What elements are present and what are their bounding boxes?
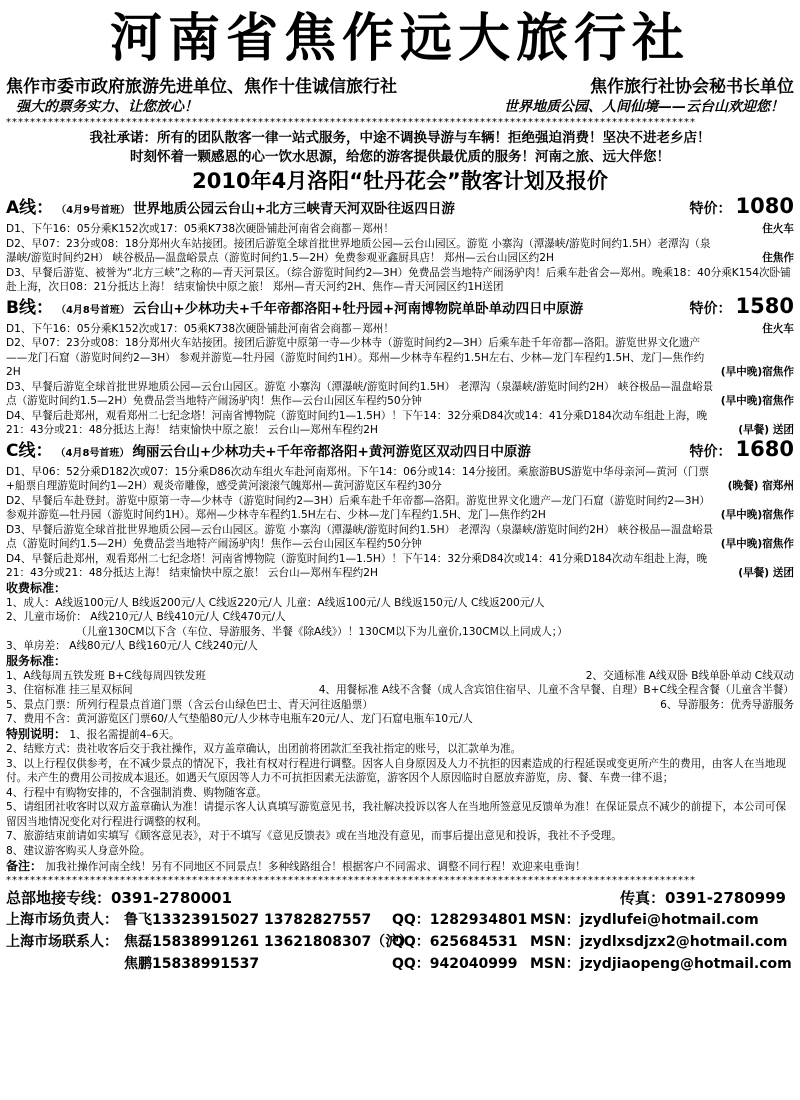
contact-row-1 — [6, 909, 794, 931]
day-tag: 住焦作 — [762, 252, 794, 264]
route-c-date: （4月8号首班） — [55, 447, 130, 459]
day-text: D3、早餐后游览全球首批世界地质公园—云台山园区。游览 小寨沟（潭瀑峡/游览时间约1.5H） 老潭沟（泉瀑峡/游览时间约2H） 峡谷极品—温盘峪景点（游览时间约1.5—2H）免费品尝当地特产闹汤驴肉！焦作—云台山园区车程约50分钟 — [6, 523, 714, 550]
route-c-day-1 — [6, 465, 794, 494]
fees-heading: 收费标准： — [6, 580, 67, 595]
day-tag: (早中晚)宿焦作 — [720, 395, 794, 407]
notes-item-5: 5、请组团社收客时以双方盖章确认为准！请提示客人认真填写游览意见书，我社解决投诉以客人在当地所签意见反馈单为准！在保证景点不减少的前提下，本公司可保留因当地情况变化对行程进行调整的权利。 — [6, 801, 787, 828]
contact-row-3 — [6, 953, 794, 975]
contact-people: 鲁飞13323915027 13782827557 — [124, 912, 372, 928]
slogan-line — [6, 98, 794, 117]
notes-item-4: 4、行程中有购物安排的，不含强制消费、购物随客意。 — [6, 786, 267, 799]
contact-msn: MSN：jzydlxsdjzx2@hotmail.com — [530, 934, 788, 950]
hotline — [6, 887, 232, 909]
route-a-price: 1080 — [735, 194, 794, 218]
plan-title: 2010年4月洛阳“牡丹花会”散客计划及报价 — [192, 169, 608, 193]
day-tag: (早中晚)宿焦作 — [720, 366, 794, 378]
day-text: D4、早餐后赴郑州，观看郑州二七纪念塔！河南省博物院（游览时间约1—1.5H）！下午14：32分乘D84次或14：41分乘D184次动车组赴上海，晚21：43分或21：48分抵达上海！ 结束愉快中原之旅！ 云台山—郑州车程约2H — [6, 409, 708, 436]
contact-msn: MSN：jzydjiaopeng@hotmail.com — [530, 956, 792, 972]
service-item-7: 7、费用不含：黄河游览区门票60/人气垫船80元/人少林寺电瓶车20元/人、龙门石窟电瓶车10元/人 — [6, 713, 473, 725]
notes-line-1 — [6, 727, 794, 743]
fax-label: 传真： — [619, 889, 665, 907]
route-b-day-3 — [6, 380, 794, 409]
slogan-left: 强大的票务实力、让您放心！ — [16, 99, 198, 115]
day-tag: (早餐) 送团 — [738, 424, 794, 436]
route-b-header — [6, 295, 794, 322]
service-item-4: 4、用餐标准 A线不含餐（成人含宾馆住宿早、儿童不含早餐、自理）B+C线全程含餐（儿童含半餐） — [318, 684, 794, 696]
fees-item-1: 1、成人：A线返100元/人 B线返200元/人 C线返220元/人 儿童：A线返100元/人 B线返150元/人 C线返200元/人 — [6, 596, 545, 609]
notes-heading: 特别说明： — [6, 726, 67, 741]
star-divider-bottom: ******************************************************************************************************************* — [6, 875, 696, 886]
notes-item-2: 2、结账方式：贵社收客后交于我社操作，双方盖章确认，出团前将团款汇至我社指定的账号，以汇款单为准。 — [6, 743, 522, 755]
notes-item-1: 1、报名需提前4–6天。 — [69, 728, 180, 741]
day-tag: (晚餐) 宿郑州 — [727, 480, 794, 492]
route-a-price-label: 特价： — [689, 201, 732, 217]
service-heading: 服务标准： — [6, 653, 67, 668]
route-a-day-1 — [6, 222, 794, 237]
day-tag: 住火车 — [762, 223, 794, 235]
contact-people: 焦鹏15838991537 — [124, 956, 260, 972]
route-b-day-4 — [6, 409, 794, 438]
slogan-right: 世界地质公园、人间仙境——云台山欢迎您！ — [504, 99, 784, 115]
notes-item-3: 3、以上行程仅供参考，在不减少景点的情况下，我社有权对行程进行调整。因客人自身原因及人力不抗拒的因素造成的行程延误或变更所产生的费用，由客人在当地现付。未产生的费用公司按成本退还。如遇天气原因等人力不可抗拒因素无法游览，游客因个人原因临时自愿放弃游览，房、餐、车费一律不退； — [6, 757, 787, 784]
fax — [620, 887, 786, 909]
day-text: D2、早07：23分或08：18分郑州火车站接团。接团后游览全球首批世界地质公园—云台山园区。游览 小寨沟（潭瀑峡/游览时间约1.5H）老潭沟（泉瀑峡/游览时间约2H） 峡谷极品—温盘峪景点（游览时间约1.5—2H）免费参观亚鑫厨具店！ 郑州—云台山园区约2H — [6, 237, 711, 264]
route-b-day-2 — [6, 336, 794, 380]
notes-item-7: 7、旅游结束前请如实填写《顾客意见表》，对于不填写《意见反馈表》或在当地没有意见，而事后提出意见和投诉，我社不予受理。 — [6, 830, 622, 842]
route-c-header — [6, 438, 794, 465]
day-text: D3、早餐后游览全球首批世界地质公园—云台山园区。游览 小寨沟（潭瀑峡/游览时间约1.5H） 老潭沟（泉瀑峡/游览时间约2H） 峡谷极品—温盘峪景点（游览时间约1.5—2H）免费品尝当地特产闹汤驴肉！焦作—云台山园区车程约50分钟 — [6, 380, 714, 407]
star-divider: ******************************************************************************************************************* — [6, 117, 696, 128]
service-row-1 — [6, 669, 794, 684]
honor-left: 焦作市委市政府旅游先进单位、焦作十佳诚信旅行社 — [6, 77, 397, 97]
route-c-letter: C线： — [6, 440, 53, 461]
contact-role: 上海市场联系人： — [6, 934, 118, 950]
day-text: D1、下午16：05分乘K152次或17：05乘K738次硬卧铺赴河南省会商都－郑州！ — [6, 322, 394, 335]
day-tag: (早中晚)宿焦作 — [720, 538, 794, 550]
day-text: D1、下午16：05分乘K152次或17：05乘K738次硬卧铺赴河南省会商都－郑州！ — [6, 223, 394, 235]
service-item-5: 5、景点门票：所列行程景点首道门票（含云台山绿色巴士、青天河往返船票） — [6, 698, 373, 711]
route-a-header — [6, 195, 794, 222]
contact-qq: QQ：1282934801 — [392, 912, 528, 928]
fax-number: 0391-2780999 — [664, 889, 786, 907]
hotline-label: 总部地接专线： — [6, 889, 112, 907]
route-c-name: 绚丽云台山+少林功夫+千年帝都洛阳+黄河游览区双动四日中原游 — [132, 443, 531, 460]
route-c-day-2 — [6, 494, 794, 523]
route-a-day-3 — [6, 266, 794, 295]
contact-role: 上海市场负责人： — [6, 912, 118, 928]
route-a-name: 世界地质公园云台山+北方三峡青天河双卧往返四日游 — [133, 201, 455, 217]
day-tag: 住火车 — [762, 322, 794, 335]
service-item-6: 6、导游服务：优秀导游服务 — [660, 698, 794, 711]
fees-item-2-note: （儿童130CM以下含（车位、导游服务、半餐《除A线》）！130CM以下为儿童价,130CM以上同成人；） — [76, 625, 568, 638]
service-item-1: 1、A线每周五铁发班 B+C线每周四铁发班 — [6, 669, 206, 682]
honor-line — [6, 76, 794, 98]
route-a-letter: A线： — [6, 198, 54, 218]
service-item-2: 2、交通标准 A线双卧 B线单卧单动 C线双动 — [585, 669, 794, 682]
day-tag: (早中晚)宿焦作 — [720, 509, 794, 521]
remark-line — [6, 858, 794, 875]
fees-item-3: 3、单房差： A线80元/人 B线160元/人 C线240元/人 — [6, 640, 258, 652]
route-c-day-4 — [6, 552, 794, 581]
day-text: D2、早07：23分或08：18分郑州火车站接团。接团后游览中原第一寺—少林寺（游览时间约2—3H）后乘车赴千年帝都—洛阳。游览世界文化遗产——龙门石窟（游览时间约2—3H） 参观并游览—牡丹园（游览时间约1H）。郑州—少林寺车程约1.5H左右、少林—龙门车程约1.5H、龙门—焦作约2H — [6, 337, 705, 378]
contact-msn: MSN：jzydlufei@hotmail.com — [530, 912, 759, 928]
hotline-number: 0391-2780001 — [111, 889, 233, 907]
honor-right: 焦作旅行社协会秘书长单位 — [590, 77, 794, 97]
day-text: D3、早餐后游览、被誉为“北方三峡”之称的—青天河景区。（综合游览时间约2—3H）免费品尝当地特产闹汤驴肉！后乘车赴省会—郑州。晚乘18：40分乘K154次卧铺赴上海，次日08：21分抵达上海！ 结束愉快中原之旅！ 郑州—青天河约2H、焦作—青天河园区约1H送团 — [6, 266, 791, 293]
contact-people: 焦磊15838991261 13621808307（沪） — [124, 934, 414, 950]
route-b-price: 1580 — [735, 293, 794, 318]
day-text: D4、早餐后赴郑州，观看郑州二七纪念塔！河南省博物院（游览时间约1—1.5H）！下午14：32分乘D84次或14：41分乘D184次动车组赴上海，晚21：43分或21：48分抵达上海！ 结束愉快中原之旅！ 云台山—郑州车程约2H — [6, 552, 708, 579]
route-b-price-label: 特价： — [689, 300, 732, 317]
agency-title: 河南省焦作远大旅行社 — [109, 8, 690, 69]
route-b-date: （4月8号首班） — [55, 304, 130, 316]
service-row-2 — [6, 683, 794, 698]
day-text: D1、早06：52分乘D182次或07：15分乘D86次动车组火车赴河南郑州。下午14：06分或14：14分接团。乘旅游BUS游览中华母亲河—黄河（门票+船票自理游览时间约1—2H）观炎帝雕像，感受黄河滚滚气魄郑州—黄河游览区车程约30分 — [6, 465, 709, 492]
service-row-3 — [6, 698, 794, 713]
day-tag: (早餐) 送团 — [738, 567, 794, 579]
hotline-row — [6, 887, 794, 909]
promise-line-1: 我社承诺：所有的团队散客一律一站式服务，中途不调换导游与车辆！拒绝强迫消费！坚决不进老乡店！ — [89, 130, 711, 146]
route-c-price: 1680 — [735, 436, 794, 461]
route-b-name: 云台山+少林功夫+千年帝都洛阳+牡丹园+河南博物院单卧单动四日中原游 — [132, 300, 584, 317]
contact-qq: QQ：625684531 — [392, 934, 518, 950]
route-b-letter: B线： — [6, 297, 53, 318]
contact-qq: QQ：942040999 — [392, 956, 518, 972]
route-b-day-1 — [6, 322, 794, 337]
fees-item-2: 2、儿童市场价： A线210元/人 B线410元/人 C线470元/人 — [6, 611, 286, 623]
route-a-day-2 — [6, 237, 794, 266]
remark-text: 加我社操作河南全线！另有不同地区不同景点！多种线路组合！根据客户不同需求、调整不同行程！欢迎来电垂询！ — [45, 861, 586, 873]
contact-row-2 — [6, 931, 794, 953]
promise-line-2: 时刻怀着一颗感恩的心一饮水思源，给您的游客提供最优质的服务！河南之旅、远大伴您！ — [130, 149, 670, 165]
remark-label: 备注： — [6, 859, 43, 873]
route-c-day-3 — [6, 523, 794, 552]
day-text: D2、早餐后车赴登封。游览中原第一寺—少林寺（游览时间约2—3H）后乘车赴千年帝都—洛阳。游览世界文化遗产—龙门石窟（游览时间约2—3H） 参观并游览—牡丹园（游览时间约1H）。郑州—少林寺车程约1.5H左右、少林—龙门车程约1.5H、龙门—焦作约2H — [6, 494, 711, 521]
route-a-date: （4月9号首班） — [56, 205, 131, 216]
service-item-3: 3、住宿标准 挂三星双标间 — [6, 684, 133, 696]
route-c-price-label: 特价： — [689, 443, 732, 460]
notes-item-8: 8、建议游客购买人身意外险。 — [6, 844, 151, 857]
